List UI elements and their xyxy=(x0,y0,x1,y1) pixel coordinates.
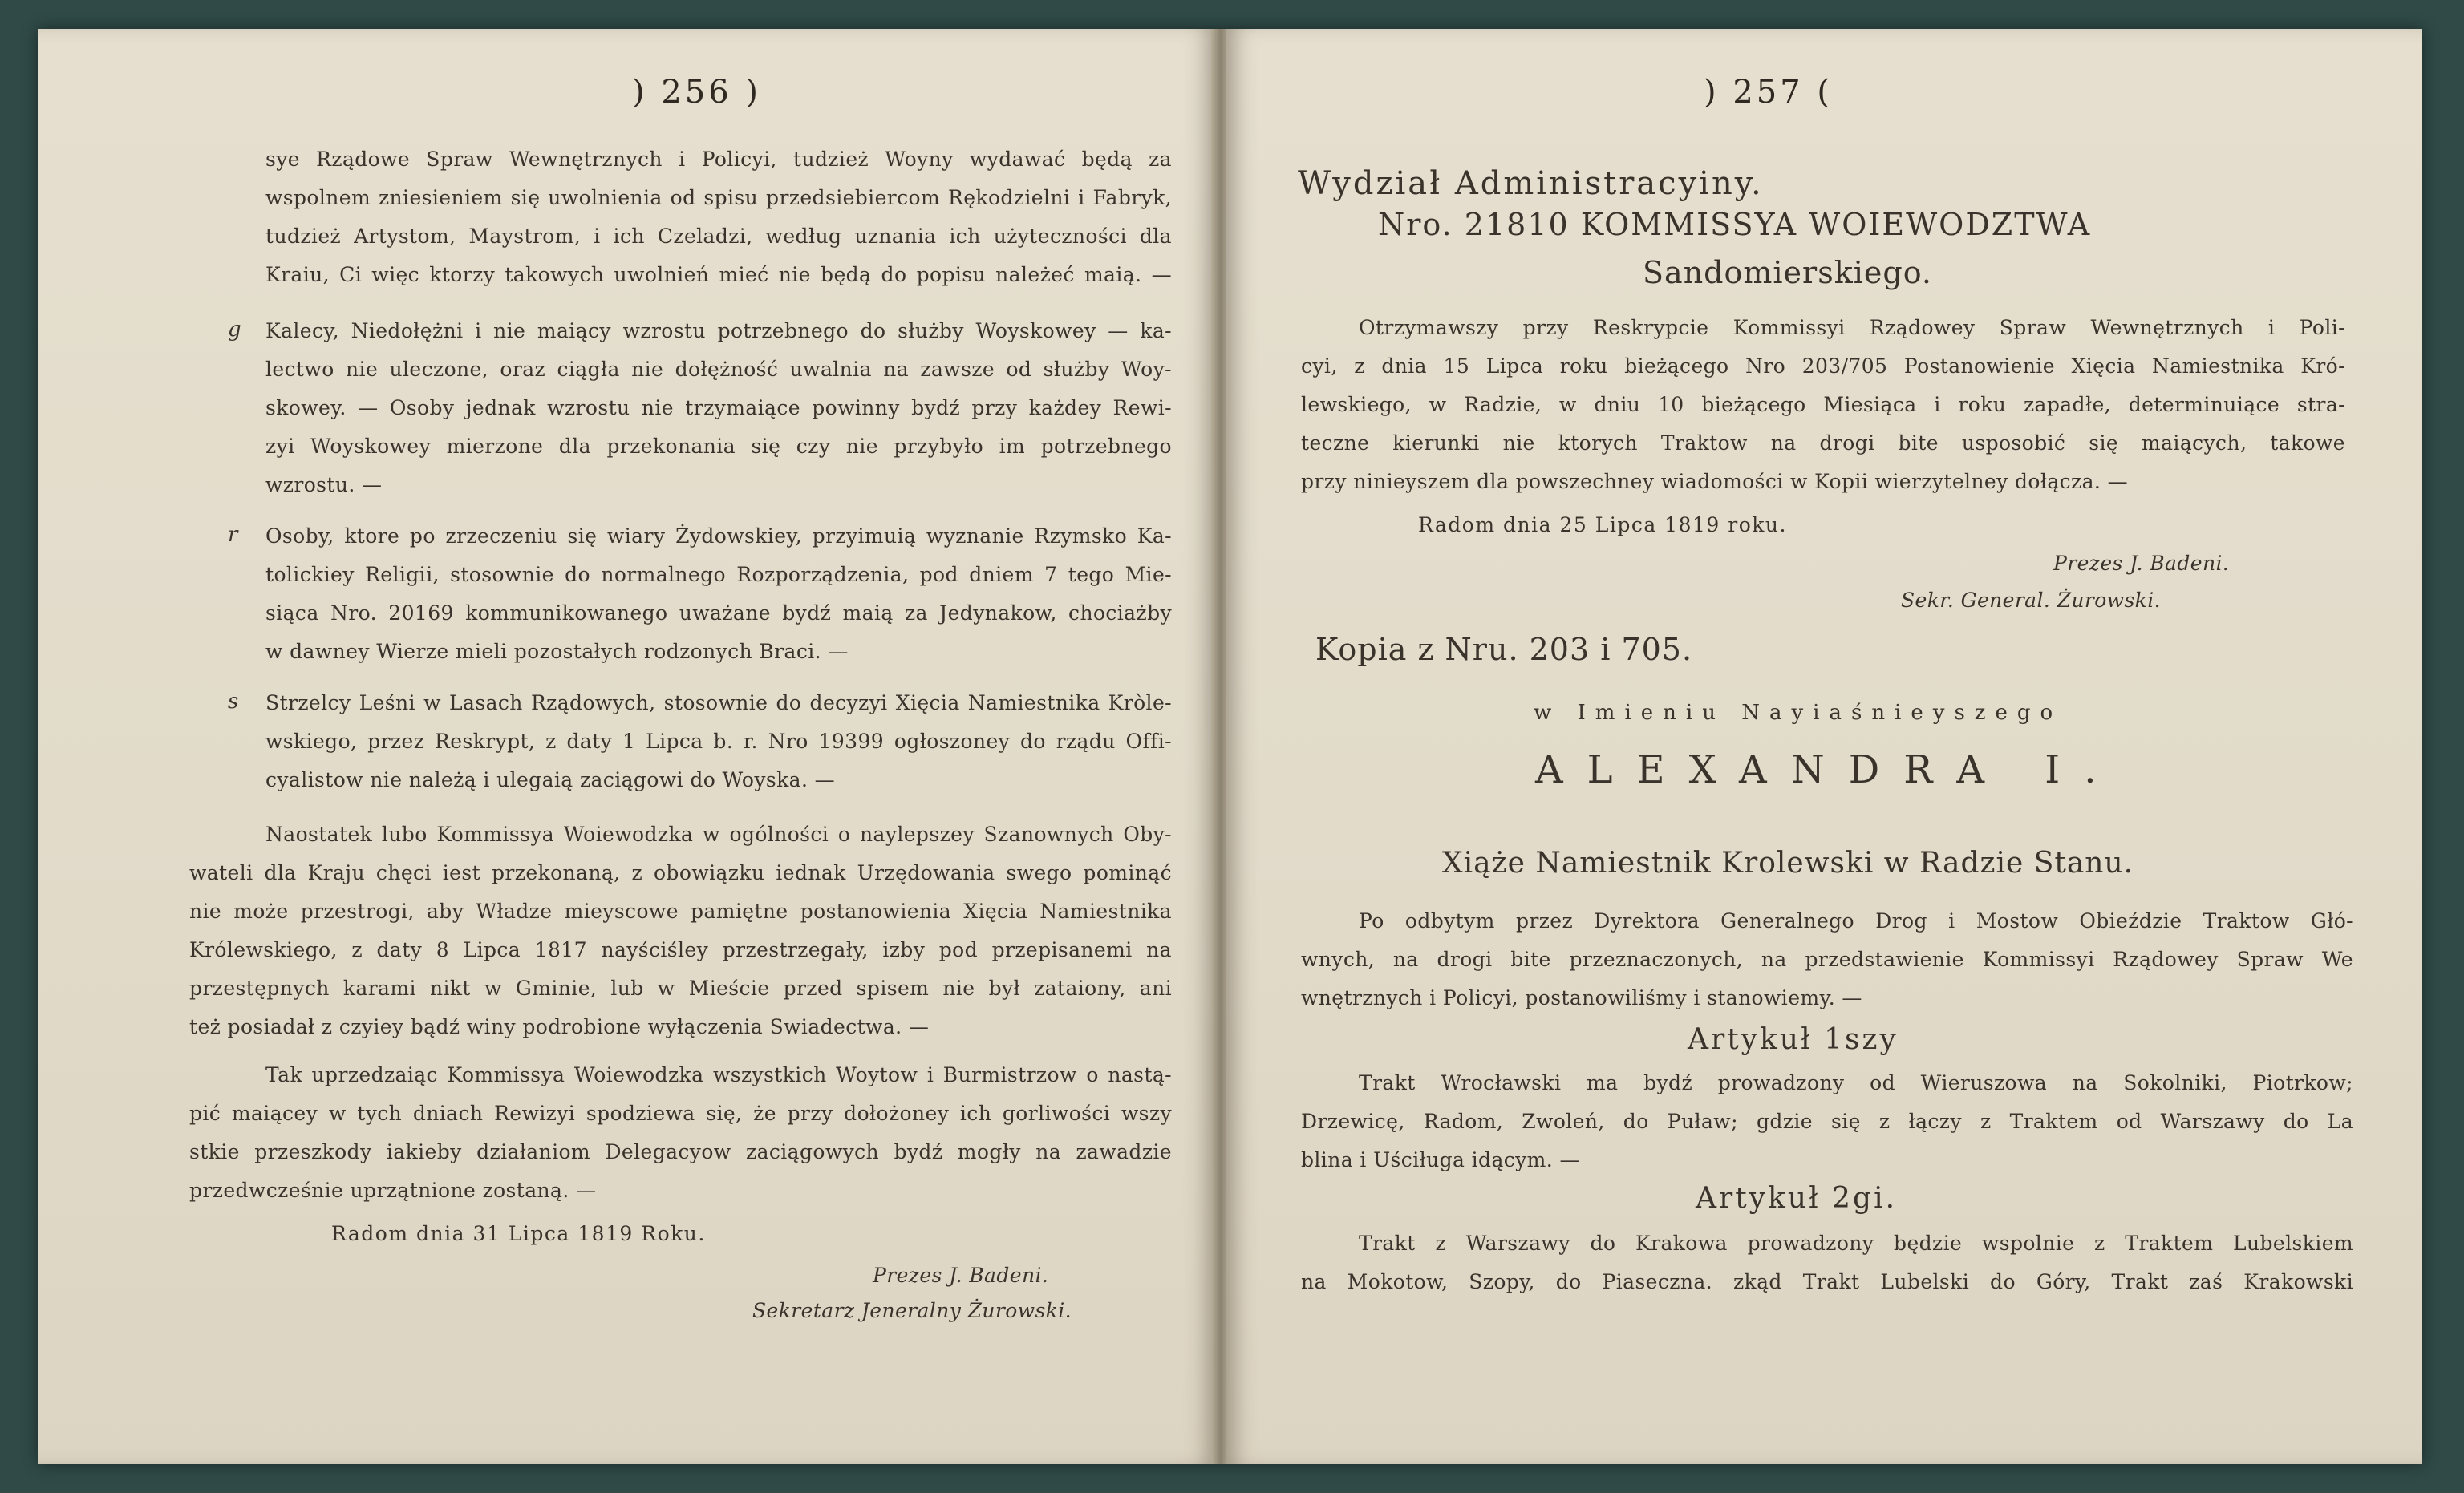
text-line: Tak uprzedzaiąc Kommissya Woiewodzka wszystkich Woytow i Burmistrzow o nastą- xyxy=(265,1063,1172,1086)
section-marker: g xyxy=(228,318,241,342)
page-number-right: ) 257 ( xyxy=(1704,74,1833,111)
text-line: przy ninieyszem dla powszechney wiadomości w Kopii wierzytelney dołącza. — xyxy=(1301,470,2129,493)
text-line: Kalecy, Niedołężni i nie maiący wzrostu potrzebnego do służby Woyskowey — ka- xyxy=(265,319,1172,342)
text-line: Królewskiego, z daty 8 Lipca 1817 nayściśley przestrzegały, izby pod przepisanemi na xyxy=(189,938,1172,961)
text-line: Kraiu, Ci więc ktorzy takowych uwolnień mieć nie będą do popisu należeć maią. — xyxy=(265,263,1172,286)
department-heading: Wydział Administracyiny. xyxy=(1298,165,1764,202)
text-line: Otrzymawszy przy Reskrypcie Kommissyi Rządowey Spraw Wewnętrznych i Poli- xyxy=(1359,316,2345,339)
text-line: wnętrznych i Policyi, postanowiliśmy i stanowiemy. — xyxy=(1301,986,1862,1009)
book-spread xyxy=(38,29,2422,1464)
text-line: tudzież Artystom, Maystrom, i ich Czeladzi, według uznania ich użyteczności dla xyxy=(265,225,1172,248)
page-number-left: ) 256 ) xyxy=(632,74,761,111)
text-line: Po odbytym przez Dyrektora Generalnego Drog i Mostow Obieździe Traktow Głó- xyxy=(1359,909,2353,933)
text-line: nie może przestrogi, aby Władze mieyscowe pamiętne postanowienia Xięcia Namiestnika xyxy=(189,900,1172,923)
text-line: teczne kierunki nie ktorych Traktow na drogi bite usposobić się maiących, takowe xyxy=(1301,431,2345,455)
text-line: w dawney Wierze mieli pozostałych rodzonych Braci. — xyxy=(265,640,849,663)
text-line: Strzelcy Leśni w Lasach Rządowych, stosownie do decyzyi Xięcia Namiestnika Kròle- xyxy=(265,691,1172,714)
text-line: przedwcześnie uprzątnione zostaną. — xyxy=(189,1179,597,1202)
signature-secretary: Sekretarz Jeneralny Żurowski. xyxy=(752,1299,1072,1322)
right-page xyxy=(1226,29,2422,1464)
text-line: zyi Woyskowey mierzone dla przekonania się czy nie przybyło im potrzebnego xyxy=(265,435,1172,458)
text-line: na Mokotow, Szopy, do Piaseczna. zkąd Trakt Lubelski do Góry, Trakt zaś Krakowski xyxy=(1301,1270,2353,1293)
text-line: lewskiego, w Radzie, w dniu 10 bieżącego Miesiąca i roku zapadłe, determinuiące stra- xyxy=(1301,393,2345,416)
copy-heading: Kopia z Nru. 203 i 705. xyxy=(1315,632,1693,667)
text-line: cyi, z dnia 15 Lipca roku bieżącego Nro 203/705 Postanowienie Xięcia Namiestnika Kró- xyxy=(1301,354,2345,378)
in-the-name-line: w Imieniu Nayiaśnieyszego xyxy=(1534,701,2063,725)
text-line: Osoby, ktore po zrzeczeniu się wiary Żydowskiey, przyimuią wyznanie Rzymsko Ka- xyxy=(265,524,1172,548)
commission-heading: Nro. 21810 KOMMISSYA WOIEWODZTWA xyxy=(1378,207,2092,242)
text-line: Trakt z Warszawy do Krakowa prowadzony będzie wspolnie z Traktem Lubelskiem xyxy=(1359,1232,2353,1255)
text-line: wateli dla Kraju chęci iest przekonaną, z obowiązku iednak Urzędowania swego pominąć xyxy=(189,861,1172,884)
text-line: lectwo nie uleczone, oraz ciągła nie dołężność uwalnia na zawsze od służby Woy- xyxy=(265,358,1172,381)
alexandra-heading: ALEXANDRA I. xyxy=(1535,747,2121,792)
section-marker: s xyxy=(228,690,239,714)
viceroy-title-line: Xiąże Namiestnik Krolewski w Radzie Stanu. xyxy=(1442,847,2134,880)
text-line: sye Rządowe Spraw Wewnętrznych i Policyi, tudzież Woyny wydawać będą za xyxy=(265,148,1172,171)
signature-president: Prezes J. Badeni. xyxy=(2053,552,2230,575)
left-page xyxy=(38,29,1216,1464)
text-line: Drzewicę, Radom, Zwoleń, do Puław; gdzie się z łączy z Traktem od Warszawy do La xyxy=(1301,1110,2353,1133)
text-line: cyalistow nie należą i ulegaią zaciągowi do Woyska. — xyxy=(265,768,836,791)
text-line: tolickiey Religii, stosownie do normalnego Rozporządzenia, pod dniem 7 tego Mie- xyxy=(265,563,1172,586)
text-line: blina i Uściługa idącym. — xyxy=(1301,1148,1580,1171)
article-2-heading: Artykuł 2gi. xyxy=(1696,1182,1898,1215)
text-line: wnych, na drogi bite przeznaczonych, na przedstawienie Kommissyi Rządowey Spraw We xyxy=(1301,948,2353,971)
text-line: Trakt Wrocławski ma bydź prowadzony od Wieruszowa na Sokolniki, Piotrkow; xyxy=(1359,1071,2353,1094)
signature-president: Prezes J. Badeni. xyxy=(873,1264,1049,1287)
text-line: wzrostu. — xyxy=(265,473,383,496)
text-line: wspolnem zniesieniem się uwolnienia od spisu przedsiebiercom Rękodzielni i Fabryk, xyxy=(265,186,1172,209)
article-1-heading: Artykuł 1szy xyxy=(1688,1023,1899,1056)
text-line: Naostatek lubo Kommissya Woiewodzka w ogólności o naylepszey Szanownych Oby- xyxy=(265,823,1172,846)
voivodeship-heading: Sandomierskiego. xyxy=(1643,255,1932,290)
signature-secretary: Sekr. General. Żurowski. xyxy=(1901,589,2161,612)
text-line: pić maiącey w tych dniach Rewizyi spodziewa się, że przy dołożoney ich gorliwości wszy xyxy=(189,1102,1172,1125)
text-line: przestępnych karami nikt w Gminie, lub w Mieście przed spisem nie był zataiony, ani xyxy=(189,977,1172,1000)
text-line: stkie przeszkody iakieby działaniom Delegacyow zaciągowych bydź mogły na zawadzie xyxy=(189,1140,1172,1163)
text-line: skowey. — Osoby jednak wzrostu nie trzymaiące powinny bydź przy każdey Rewi- xyxy=(265,396,1172,419)
text-line: też posiadał z czyiey bądź winy podrobione wyłączenia Swiadectwa. — xyxy=(189,1015,930,1038)
date-line: Radom dnia 31 Lipca 1819 Roku. xyxy=(331,1222,706,1245)
section-marker: r xyxy=(228,523,238,547)
text-line: siąca Nro. 20169 kommunikowanego uważane bydź maią za Jedynakow, chociażby xyxy=(265,601,1172,625)
date-line: Radom dnia 25 Lipca 1819 roku. xyxy=(1418,513,1787,536)
text-line: wskiego, przez Reskrypt, z daty 1 Lipca b. r. Nro 19399 ogłoszoney do rządu Offi- xyxy=(265,730,1172,753)
